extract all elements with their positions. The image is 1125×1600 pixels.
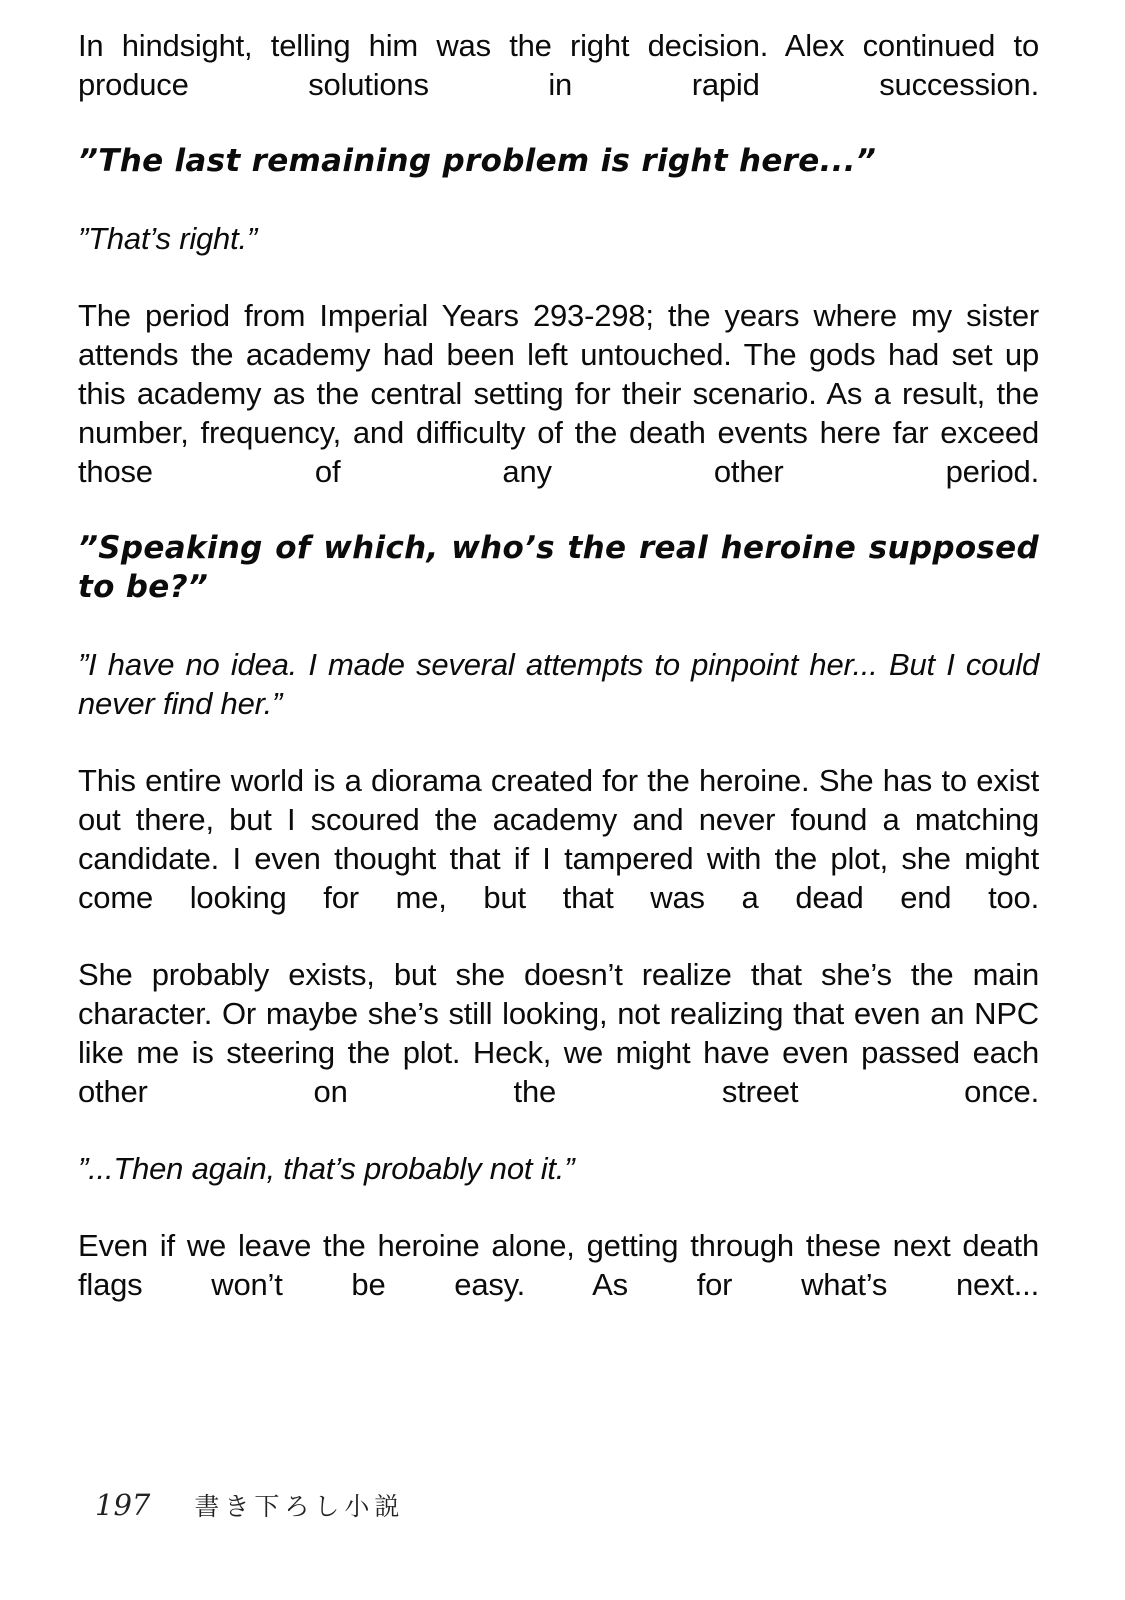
page-number: 197 (95, 1488, 151, 1522)
paragraph-narration-4: She probably exists, but she doesn’t realize that she’s the main character. Or maybe she’s still looking, not realizing that even an NPC like me is steering the plot. Heck, we might have even passed each other on the street once. (78, 957, 1039, 1109)
paragraph-narration-5: Even if we leave the heroine alone, getting through these next death flags won’t be easy. As for what’s next... (78, 1228, 1039, 1302)
page-text-column (78, 26, 1039, 1342)
dialogue-heading-1: ”The last remaining problem is right here...” (78, 143, 877, 179)
section-label-japanese: 書き下ろし小説 (194, 1492, 405, 1521)
dialogue-line-1: ”That’s right.” (78, 221, 258, 256)
dialogue-heading-2: ”Speaking of which, who’s the real heroine supposed to be?” (78, 530, 1039, 605)
paragraph-narration-1: In hindsight, telling him was the right decision. Alex continued to produce solutions in rapid succession. (78, 28, 1039, 102)
dialogue-line-3: ”...Then again, that’s probably not it.” (78, 1151, 575, 1186)
paragraph-narration-2: The period from Imperial Years 293-298; the years where my sister attends the academy had been left untouched. The gods had set up this academy as the central setting for their scenario. As a result, the number, frequency, and difficulty of the death events here far exceed those of any other period. (78, 298, 1039, 489)
page-footer (95, 1487, 404, 1523)
dialogue-line-2: ”I have no idea. I made several attempts to pinpoint her... But I could never find her.” (78, 647, 1039, 721)
paragraph-narration-3: This entire world is a diorama created for the heroine. She has to exist out there, but I scoured the academy and never found a matching candidate. I even thought that if I tampered with the plot, she might come looking for me, but that was a dead end too. (78, 763, 1039, 915)
